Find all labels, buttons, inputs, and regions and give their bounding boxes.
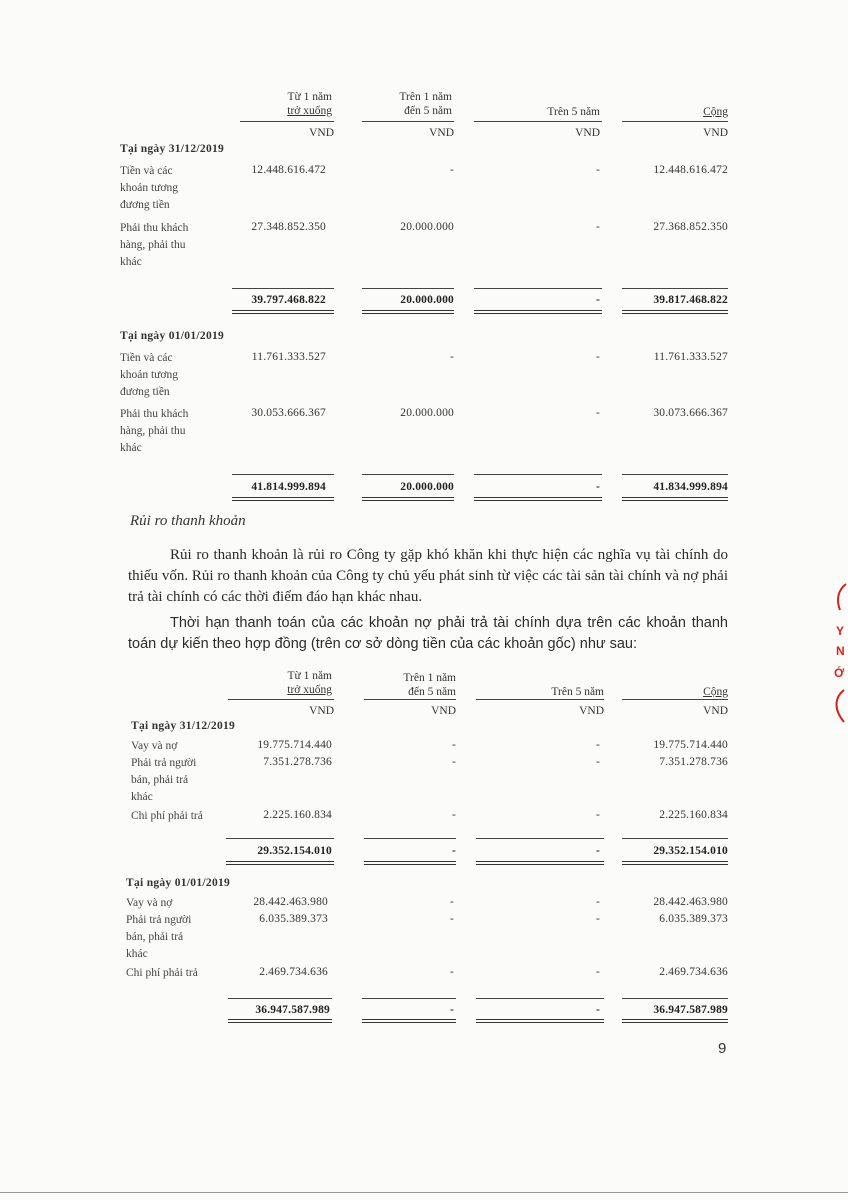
table2-group2-row1-c1: 28.442.463.980 (253, 896, 328, 908)
table1-group2-row2-c2: 20.000.000 (400, 407, 454, 419)
table2-group1-row3-c2: - (451, 809, 456, 821)
table1-group1-row2-c2: 20.000.000 (400, 221, 454, 233)
table2-group2-total-rule-col3 (476, 998, 604, 999)
table1-group2-row2-c4: 30.073.666.367 (653, 407, 728, 419)
stamp-fragment (826, 580, 848, 730)
table1-unit-col1: VND (309, 127, 334, 139)
table1-group1-total-c2: 20.000.000 (400, 294, 454, 306)
table1-group1-total-double-rule-col2 (362, 310, 454, 314)
table1-group1-row2-label (120, 220, 230, 271)
table2-group1-total-c4: 29.352.154.010 (653, 845, 728, 857)
table2-group1-row2-c4: 7.351.278.736 (659, 756, 728, 768)
label-line: bán, phải trả (131, 774, 189, 786)
table1-group1-row1-c1: 12.448.616.472 (251, 164, 326, 176)
table2-group2-row2-c4: 6.035.389.373 (659, 913, 728, 925)
table1-header-rule-col1 (240, 121, 334, 122)
label-line: khác (131, 791, 153, 803)
table1-group1-row2-c1: 27.348.852.350 (251, 221, 326, 233)
table1-group1-row1-c3: - (595, 164, 600, 176)
table1-group2-total-c3: - (595, 481, 600, 493)
table2-group1-row2-c3: - (595, 756, 600, 768)
label-line: Phải trả người (126, 914, 192, 926)
table1-group1-row1-label (120, 163, 230, 214)
table2-group1-total-c1: 29.352.154.010 (257, 845, 332, 857)
table2-header-col2-line2: đến 5 năm (408, 686, 456, 698)
table2-group2-row3-c1: 2.469.734.636 (259, 966, 328, 978)
label-line: Chi phí phải trả (126, 967, 198, 979)
page-number: 9 (718, 1040, 727, 1057)
table2-header-rule-col2 (364, 699, 456, 700)
table1-header-col1-line2: trở xuống (287, 105, 332, 117)
table2-group1-row2-c1: 7.351.278.736 (263, 756, 332, 768)
table1-header-rule-col3 (474, 121, 602, 122)
table2-group2-total-double-rule-col3 (476, 1019, 604, 1023)
table1-group2-total-double-rule-col4 (622, 497, 728, 501)
table1-group1-total-rule-col1 (232, 288, 334, 289)
stamp-letter-3: Ớ (834, 666, 845, 680)
table1-group2-row2-c1: 30.053.666.367 (251, 407, 326, 419)
liquidity-risk-paragraph-2 (128, 613, 728, 655)
table1-group1-row1-c2: - (449, 164, 454, 176)
table2-group2-row2-c2: - (449, 913, 454, 925)
table2-group2-total-double-rule-col2 (362, 1019, 456, 1023)
page-bottom-edge (0, 1192, 848, 1193)
table2-group1-row1-c4: 19.775.714.440 (653, 739, 728, 751)
label-line: khác (120, 442, 142, 454)
table2-group2-row1-c2: - (449, 896, 454, 908)
table1-unit-col4: VND (703, 127, 728, 139)
table1-group2-total-c1: 41.814.999.894 (251, 481, 326, 493)
liquidity-risk-paragraph-1-text: Rủi ro thanh khoản là rủi ro Công ty gặp khó khăn khi thực hiện các nghĩa vụ tài chính do thiếu vốn. Rủi ro thanh khoản của Công ty chủ yếu phát sinh từ việc các tài sản tài chính và nợ phải trả tài chính có các thời điểm đáo hạn khác nhau. (128, 547, 728, 605)
table2-group1-row1-c1: 19.775.714.440 (257, 739, 332, 751)
table1-group1-total-c3: - (595, 294, 600, 306)
label-line: khác (126, 948, 148, 960)
label-line: khoản tương (120, 182, 178, 194)
table2-group2-row1-c3: - (595, 896, 600, 908)
table2-header-col2-line1: Trên 1 năm (403, 672, 456, 684)
table1-group2-total-rule-col3 (474, 474, 602, 475)
table2-group1-total-rule-col4 (622, 838, 728, 839)
table2-group1-total-c2: - (451, 845, 456, 857)
label-line: Vay và nợ (131, 740, 178, 752)
table1-group2-total-rule-col1 (232, 474, 334, 475)
table1-header-rule-col2 (362, 121, 454, 122)
table2-header-col1-line1: Từ 1 năm (287, 670, 332, 682)
table2-group2-row2-c1: 6.035.389.373 (259, 913, 328, 925)
label-line: khác (120, 256, 142, 268)
table1-header-col1 (240, 90, 332, 118)
table1-group2-row2-c3: - (595, 407, 600, 419)
table2-header-rule-col4 (622, 699, 728, 700)
table1-unit-col3: VND (575, 127, 600, 139)
table2-group2-total-rule-col1 (228, 998, 332, 999)
table2-group1-total-double-rule-col3 (476, 861, 604, 865)
table2-group2-total-double-rule-col4 (622, 1019, 728, 1023)
table2-header-col4: Cộng (703, 686, 728, 698)
table1-header-col2-line2: đến 5 năm (404, 105, 452, 117)
table2-group1-total-double-rule-col2 (364, 861, 456, 865)
table2-group1-total-double-rule-col1 (226, 861, 334, 865)
label-line: Phải trả người (131, 757, 197, 769)
label-line: đương tiền (120, 386, 170, 398)
table1-group1-total-rule-col2 (362, 288, 454, 289)
label-line: Phải thu khách (120, 408, 189, 420)
label-line: bán, phải trả (126, 931, 184, 943)
table2-header-rule-col1 (228, 699, 334, 700)
table1-group2-row1-c3: - (595, 351, 600, 363)
table2-header-col1 (240, 669, 332, 697)
table1-group2-row1-c4: 11.761.333.527 (653, 351, 728, 363)
table1-group1-total-rule-col3 (474, 288, 602, 289)
label-line: Vay và nợ (126, 897, 173, 909)
table2-group1-row3-c4: 2.225.160.834 (659, 809, 728, 821)
table1-group2-title: Tại ngày 01/01/2019 (120, 330, 225, 342)
liquidity-risk-title: Rủi ro thanh khoản (130, 513, 246, 529)
table1-header-col1-line1: Từ 1 năm (287, 91, 332, 103)
stamp-letter-1: Y (836, 624, 845, 638)
table1-group2-total-c4: 41.834.999.894 (653, 481, 728, 493)
table2-group2-row1-c4: 28.442.463.980 (653, 896, 728, 908)
table2-unit-col2: VND (431, 705, 456, 717)
label-line: Tiền và các (120, 352, 173, 364)
table1-group2-total-rule-col4 (622, 474, 728, 475)
table2-group2-total-rule-col4 (622, 998, 728, 999)
table2-group2-title: Tại ngày 01/01/2019 (126, 877, 231, 889)
table1-group2-row2-label (120, 406, 230, 457)
table2-group1-row1-c2: - (451, 739, 456, 751)
table2-group2-total-rule-col2 (362, 998, 456, 999)
table2-header-col2 (362, 671, 456, 699)
table1-header-col2-line1: Trên 1 năm (399, 91, 452, 103)
table1-group2-row1-c1: 11.761.333.527 (251, 351, 326, 363)
liquidity-risk-paragraph-2-text: Thời hạn thanh toán của các khoản nợ phải trả tài chính dựa trên các khoản thanh toán dự kiến theo hợp đồng (trên cơ sở dòng tiền của các khoản gốc) như sau: (128, 615, 728, 652)
table1-group1-total-rule-col4 (622, 288, 728, 289)
table2-group1-title: Tại ngày 31/12/2019 (131, 720, 236, 732)
table2-group1-row1-c3: - (595, 739, 600, 751)
table2-group1-total-c3: - (595, 845, 600, 857)
table2-header-col3: Trên 5 năm (551, 686, 604, 698)
table1-group2-total-double-rule-col2 (362, 497, 454, 501)
table2-group2-total-c1: 36.947.587.989 (255, 1004, 330, 1016)
label-line: Tiền và các (120, 165, 173, 177)
table2-group1-row3-c1: 2.225.160.834 (263, 809, 332, 821)
table2-group1-total-double-rule-col4 (622, 861, 728, 865)
label-line: hàng, phải thu (120, 239, 186, 251)
table1-header-rule-col4 (622, 121, 728, 122)
table1-unit-col2: VND (429, 127, 454, 139)
table1-group1-total-double-rule-col1 (232, 310, 334, 314)
table2-group2-total-double-rule-col1 (228, 1019, 332, 1023)
table2-group2-row2-c3: - (595, 913, 600, 925)
table2-unit-col4: VND (703, 705, 728, 717)
table1-group2-total-rule-col2 (362, 474, 454, 475)
table2-header-rule-col3 (476, 699, 604, 700)
table1-group1-row2-c3: - (595, 221, 600, 233)
liquidity-risk-paragraph-1 (128, 545, 728, 608)
table1-group1-total-double-rule-col4 (622, 310, 728, 314)
table2-group2-total-c2: - (449, 1004, 454, 1016)
table2-group1-total-rule-col2 (364, 838, 456, 839)
table1-group1-row1-c4: 12.448.616.472 (653, 164, 728, 176)
table2-header-col1-line2: trở xuống (287, 684, 332, 696)
label-line: hàng, phải thu (120, 425, 186, 437)
table1-group2-total-double-rule-col3 (474, 497, 602, 501)
table2-group2-row3-c3: - (595, 966, 600, 978)
table1-header-col3: Trên 5 năm (547, 106, 600, 118)
table1-group2-row1-c2: - (449, 351, 454, 363)
table2-group2-row3-c4: 2.469.734.636 (659, 966, 728, 978)
table2-group1-row2-c2: - (451, 756, 456, 768)
table2-group2-total-c3: - (595, 1004, 600, 1016)
table2-group1-total-rule-col1 (226, 838, 334, 839)
table1-group1-total-c4: 39.817.468.822 (653, 294, 728, 306)
table2-unit-col3: VND (579, 705, 604, 717)
table1-group2-row1-label (120, 350, 230, 401)
table1-group1-row2-c4: 27.368.852.350 (653, 221, 728, 233)
table1-header-col2 (360, 90, 452, 118)
label-line: đương tiền (120, 199, 170, 211)
label-line: Phải thu khách (120, 222, 189, 234)
stamp-letter-2: N (836, 644, 845, 658)
table1-group2-total-c2: 20.000.000 (400, 481, 454, 493)
table1-group1-title: Tại ngày 31/12/2019 (120, 143, 225, 155)
table1-header-col4: Cộng (703, 106, 728, 118)
label-line: khoản tương (120, 369, 178, 381)
table1-group1-total-double-rule-col3 (474, 310, 602, 314)
table1-group1-total-c1: 39.797.468.822 (251, 294, 326, 306)
table2-group1-total-rule-col3 (476, 838, 604, 839)
table2-group2-total-c4: 36.947.587.989 (653, 1004, 728, 1016)
label-line: Chi phí phải trả (131, 810, 203, 822)
table1-group2-total-double-rule-col1 (232, 497, 334, 501)
table2-unit-col1: VND (309, 705, 334, 717)
table2-group2-row3-c2: - (449, 966, 454, 978)
table2-group1-row3-c3: - (595, 809, 600, 821)
